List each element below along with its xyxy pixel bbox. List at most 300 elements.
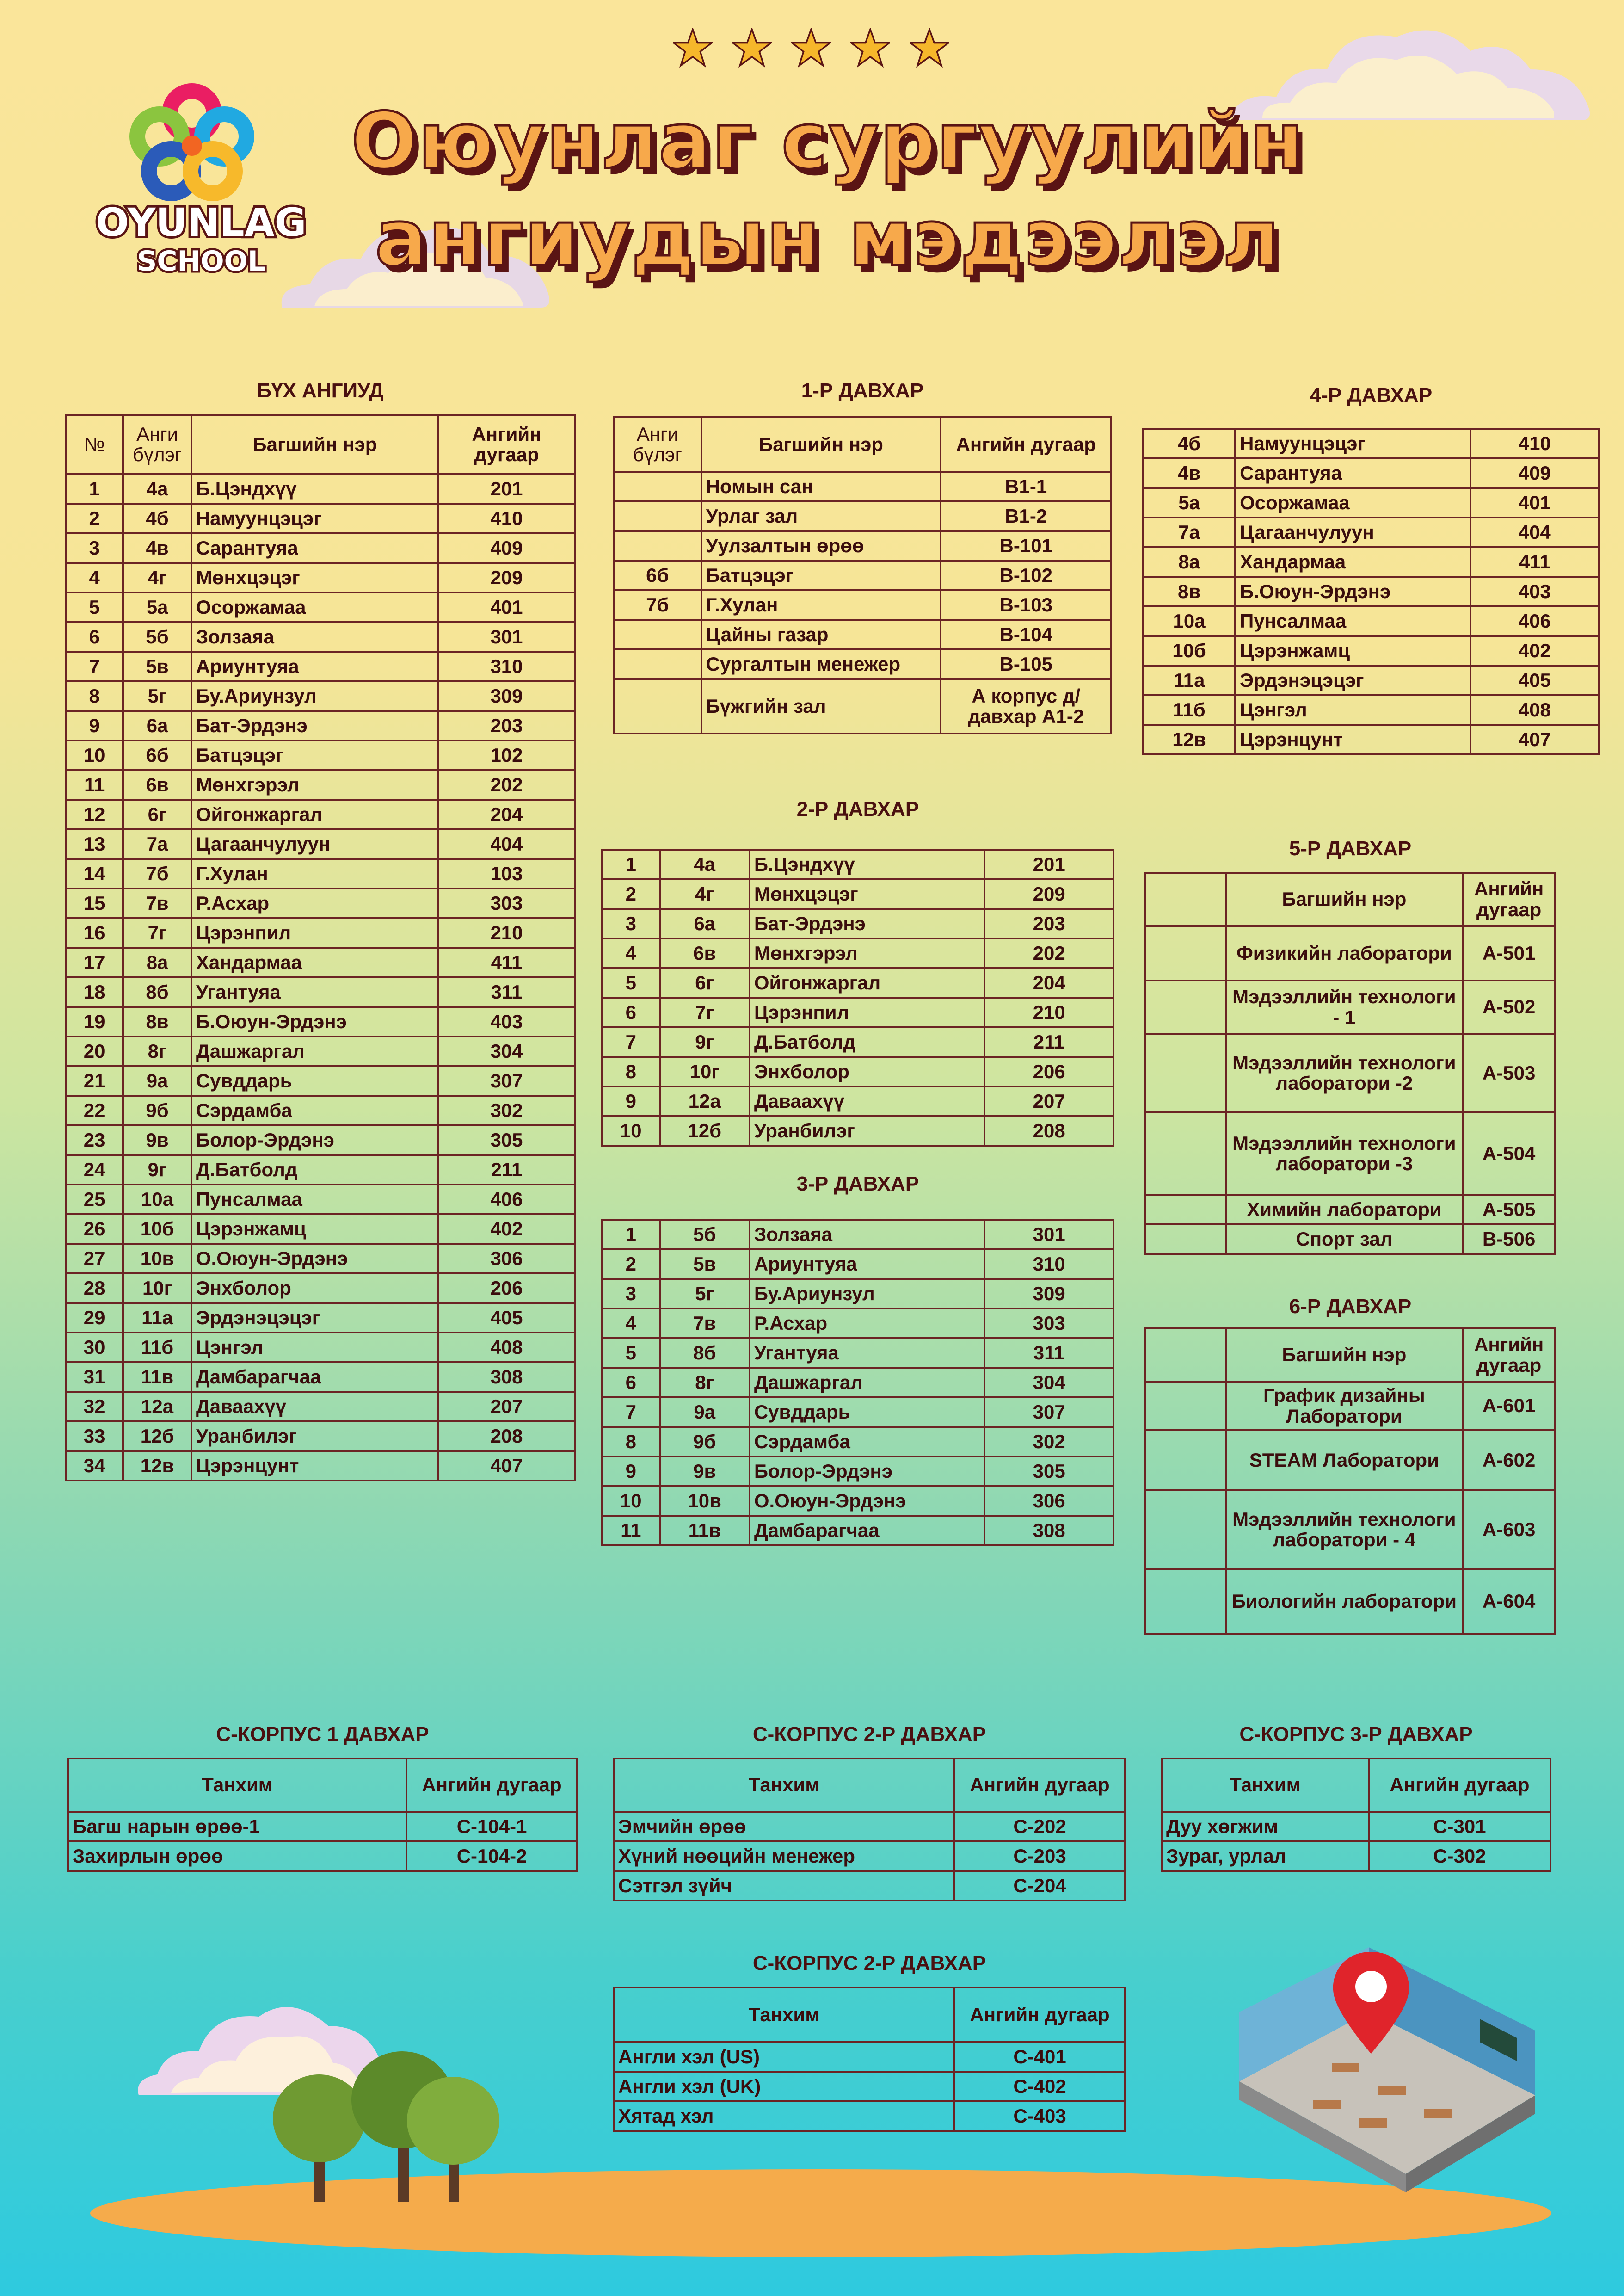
table-row	[1145, 1382, 1555, 1430]
table-cell: 25	[66, 1185, 123, 1214]
table-row	[1143, 725, 1599, 754]
table-row	[1143, 547, 1599, 577]
table-row	[1143, 458, 1599, 488]
table-cell: 4б	[1143, 429, 1235, 458]
table-cell: C-302	[1369, 1841, 1550, 1871]
table-cell: 6б	[614, 561, 701, 590]
c-block1-table	[67, 1758, 578, 1872]
table-cell: A-505	[1463, 1195, 1555, 1224]
table-cell: 11	[66, 770, 123, 800]
table-cell: Батцэцэг	[701, 561, 941, 590]
table-cell: 308	[984, 1516, 1113, 1545]
table-row	[614, 1871, 1125, 1901]
table-row	[602, 1220, 1113, 1249]
table-row	[1143, 429, 1599, 458]
table-cell: 5	[66, 593, 123, 622]
table-cell: 403	[1470, 577, 1599, 606]
table-cell: 103	[438, 859, 575, 889]
floor5-title: 5-Р ДАВХАР	[1289, 837, 1412, 860]
table-cell: 2	[602, 1249, 660, 1279]
table-row	[614, 2101, 1125, 2131]
table-cell: A-601	[1463, 1382, 1555, 1430]
table-cell: 211	[438, 1155, 575, 1185]
table-cell: A-504	[1463, 1112, 1555, 1195]
table-cell: 4в	[123, 533, 191, 563]
table-cell: 309	[438, 681, 575, 711]
table-cell: Уранбилэг	[750, 1116, 984, 1146]
table-cell: 28	[66, 1273, 123, 1303]
table-cell: 9а	[123, 1066, 191, 1096]
classroom-illustration	[1230, 1943, 1544, 2239]
table-cell: Биологийн лаборатори	[1226, 1569, 1463, 1634]
table-cell: 27	[66, 1244, 123, 1273]
table-cell: Урлаг зал	[701, 501, 941, 531]
table-row	[66, 1451, 575, 1481]
table-row	[1145, 1034, 1555, 1112]
table-cell: Хандармаа	[191, 948, 438, 977]
table-row	[602, 1308, 1113, 1338]
table-cell: Ойгонжаргал	[191, 800, 438, 829]
table-cell: Болор-Эрдэнэ	[191, 1125, 438, 1155]
table-cell: 7а	[123, 829, 191, 859]
table-cell: 15	[66, 889, 123, 918]
floor2-title: 2-Р ДАВХАР	[796, 798, 919, 821]
table-row	[66, 563, 575, 593]
table-row	[66, 1155, 575, 1185]
table-cell: График дизайны Лаборатори	[1226, 1382, 1463, 1430]
table-cell: 12б	[660, 1116, 750, 1146]
table-row	[66, 681, 575, 711]
table-cell: 10в	[660, 1486, 750, 1516]
table-cell: A-502	[1463, 981, 1555, 1034]
table-cell: 405	[1470, 666, 1599, 695]
table-cell: 2	[602, 879, 660, 909]
table-cell: Мөнхцэцэг	[191, 563, 438, 593]
table-cell	[1145, 1430, 1226, 1490]
table-row	[1145, 1224, 1555, 1254]
table-cell: 30	[66, 1333, 123, 1362]
table-row	[614, 531, 1111, 561]
table-cell: Мөнхгэрэл	[191, 770, 438, 800]
table-cell: 303	[438, 889, 575, 918]
table-cell: 4	[66, 563, 123, 593]
table-cell: 201	[438, 474, 575, 504]
table-cell: 301	[984, 1220, 1113, 1249]
table-cell: 10а	[1143, 606, 1235, 636]
col-header-blank	[1145, 1328, 1226, 1382]
table-cell: 8	[602, 1057, 660, 1086]
table-cell: Угантуяа	[750, 1338, 984, 1368]
floor6-table	[1144, 1327, 1556, 1635]
star-icon	[791, 28, 831, 68]
table-cell: 6б	[123, 741, 191, 770]
table-cell: 6	[66, 622, 123, 652]
table-row	[66, 711, 575, 741]
table-cell: 6в	[660, 938, 750, 968]
table-cell: Ойгонжаргал	[750, 968, 984, 998]
table-cell: Эрдэнэцэцэг	[191, 1303, 438, 1333]
table-cell: О.Оюун-Эрдэнэ	[750, 1486, 984, 1516]
table-row	[614, 2042, 1125, 2072]
table-cell: 23	[66, 1125, 123, 1155]
table-cell: 3	[66, 533, 123, 563]
table-cell: 6а	[660, 909, 750, 938]
all-classes-title: БҮХ АНГИУД	[257, 379, 384, 402]
table-row	[66, 829, 575, 859]
table-cell: 22	[66, 1096, 123, 1125]
table-cell: 5в	[123, 652, 191, 681]
table-row	[614, 1812, 1125, 1841]
table-cell: Цэрэнпил	[750, 998, 984, 1027]
table-cell: C-203	[954, 1841, 1125, 1871]
table-cell: Г.Хулан	[701, 590, 941, 620]
table-row	[66, 1333, 575, 1362]
table-cell	[1145, 1490, 1226, 1569]
table-cell: 408	[438, 1333, 575, 1362]
table-cell: 8в	[123, 1007, 191, 1037]
table-cell: 8б	[660, 1338, 750, 1368]
table-cell: 208	[438, 1421, 575, 1451]
table-cell: 7	[66, 652, 123, 681]
table-cell: 311	[984, 1338, 1113, 1368]
col-header-room: Ангийн дугаар	[438, 415, 575, 474]
table-cell: Д.Батболд	[191, 1155, 438, 1185]
table-cell	[614, 679, 701, 734]
table-cell: 210	[984, 998, 1113, 1027]
logo-text-school: SCHOOL	[137, 245, 265, 278]
table-cell: 11б	[1143, 695, 1235, 725]
table-cell: 4б	[123, 504, 191, 533]
floor1-table	[613, 416, 1112, 734]
col-header-teacher: Багшийн нэр	[1226, 873, 1463, 926]
table-row	[66, 1303, 575, 1333]
table-cell: C-104-2	[406, 1841, 577, 1871]
floor4-table	[1142, 428, 1600, 755]
table-row	[66, 741, 575, 770]
table-row	[1145, 1430, 1555, 1490]
table-cell: 405	[438, 1303, 575, 1333]
table-cell: 208	[984, 1116, 1113, 1146]
table-cell: 4	[602, 938, 660, 968]
table-cell: Дуу хөгжим	[1162, 1812, 1369, 1841]
table-cell: Захирлын өрөө	[68, 1841, 406, 1871]
table-cell: 1	[602, 850, 660, 879]
table-cell: 32	[66, 1392, 123, 1421]
table-cell: 4в	[1143, 458, 1235, 488]
table-cell: Цагаанчулуун	[191, 829, 438, 859]
table-row	[602, 1057, 1113, 1086]
table-cell: Дамбарагчаа	[191, 1362, 438, 1392]
table-cell: Цэнгэл	[191, 1333, 438, 1362]
table-cell: 8г	[660, 1368, 750, 1397]
col-header-teacher: Багшийн нэр	[701, 417, 941, 472]
table-row	[602, 1368, 1113, 1397]
table-cell: Ариунтуяа	[191, 652, 438, 681]
table-cell: C-202	[954, 1812, 1125, 1841]
table-cell: B-104	[941, 620, 1111, 649]
table-row	[66, 770, 575, 800]
table-row	[66, 622, 575, 652]
table-cell	[1145, 981, 1226, 1034]
table-cell: 11а	[1143, 666, 1235, 695]
table-cell: 10	[602, 1116, 660, 1146]
table-row	[602, 1027, 1113, 1057]
table-cell: 9	[602, 1457, 660, 1486]
table-row	[614, 649, 1111, 679]
table-cell: 10а	[123, 1185, 191, 1214]
table-cell: 11б	[123, 1333, 191, 1362]
table-cell: 7б	[123, 859, 191, 889]
table-cell: 34	[66, 1451, 123, 1481]
table-cell: Болор-Эрдэнэ	[750, 1457, 984, 1486]
table-cell: 4г	[123, 563, 191, 593]
table-cell	[1145, 926, 1226, 981]
table-cell: Мэдээллийн технологи лаборатори -3	[1226, 1112, 1463, 1195]
page-title	[342, 93, 1313, 287]
table-cell: 9г	[660, 1027, 750, 1057]
c-block4-title: С-КОРПУС 2-Р ДАВХАР	[752, 1952, 986, 1975]
table-cell: B-506	[1463, 1224, 1555, 1254]
table-cell: Энхболор	[191, 1273, 438, 1303]
table-cell: 33	[66, 1421, 123, 1451]
table-row	[602, 1457, 1113, 1486]
table-cell: 410	[1470, 429, 1599, 458]
table-cell: A-604	[1463, 1569, 1555, 1634]
c-block4-table	[613, 1987, 1126, 2132]
col-header-teacher: Багшийн нэр	[1226, 1328, 1463, 1382]
table-cell: 311	[438, 977, 575, 1007]
table-cell	[614, 620, 701, 649]
table-cell: 401	[438, 593, 575, 622]
table-row	[602, 1397, 1113, 1427]
table-cell: 5	[602, 968, 660, 998]
table-cell: 305	[984, 1457, 1113, 1486]
table-cell: 6г	[123, 800, 191, 829]
table-row	[614, 620, 1111, 649]
table-cell: 9г	[123, 1155, 191, 1185]
table-cell: C-402	[954, 2072, 1125, 2101]
table-cell: Цэрэнжамц	[191, 1214, 438, 1244]
table-row	[66, 1392, 575, 1421]
table-cell: 6г	[660, 968, 750, 998]
table-cell: Сувддарь	[750, 1397, 984, 1427]
table-cell: 410	[438, 504, 575, 533]
table-cell: 209	[984, 879, 1113, 909]
table-cell: 305	[438, 1125, 575, 1155]
table-row	[1143, 518, 1599, 547]
table-cell: Цайны газар	[701, 620, 941, 649]
table-cell: Англи хэл (UK)	[614, 2072, 954, 2101]
c-block3-table	[1161, 1758, 1551, 1872]
table-cell: 7	[602, 1397, 660, 1427]
table-row	[1143, 488, 1599, 518]
table-row	[66, 977, 575, 1007]
floor2-table	[601, 849, 1114, 1147]
table-cell: 17	[66, 948, 123, 977]
table-row	[602, 1338, 1113, 1368]
table-row	[66, 948, 575, 977]
table-cell: 210	[438, 918, 575, 948]
table-row	[66, 652, 575, 681]
table-cell: C-301	[1369, 1812, 1550, 1841]
table-cell	[614, 649, 701, 679]
star-icon	[732, 28, 772, 68]
table-cell: 306	[438, 1244, 575, 1273]
table-cell: Бу.Ариунзул	[191, 681, 438, 711]
table-cell: 411	[438, 948, 575, 977]
table-cell: Б.Оюун-Эрдэнэ	[191, 1007, 438, 1037]
table-cell: Намуунцэцэг	[191, 504, 438, 533]
table-cell: 308	[438, 1362, 575, 1392]
table-cell: 26	[66, 1214, 123, 1244]
table-cell: 203	[438, 711, 575, 741]
table-cell: Англи хэл (US)	[614, 2042, 954, 2072]
table-cell: 206	[984, 1057, 1113, 1086]
table-cell: 306	[984, 1486, 1113, 1516]
c-block2-title: С-КОРПУС 2-Р ДАВХАР	[752, 1723, 986, 1746]
table-cell: Цэрэнпил	[191, 918, 438, 948]
col-header-blank	[1145, 873, 1226, 926]
table-cell: Бат-Эрдэнэ	[750, 909, 984, 938]
table-cell: 4	[602, 1308, 660, 1338]
table-row	[66, 474, 575, 504]
page-title-line1: Оюунлаг сургуулийн	[351, 96, 1304, 186]
table-cell: A-603	[1463, 1490, 1555, 1569]
table-cell: Хятад хэл	[614, 2101, 954, 2131]
table-cell	[1145, 1224, 1226, 1254]
table-cell: 9б	[123, 1096, 191, 1125]
table-cell: 6	[602, 1368, 660, 1397]
col-header-room: Ангийн дугаар	[954, 1987, 1125, 2042]
table-cell: B-101	[941, 531, 1111, 561]
star-icon	[673, 28, 713, 68]
table-row	[1145, 926, 1555, 981]
table-cell: 406	[438, 1185, 575, 1214]
table-cell: 24	[66, 1155, 123, 1185]
table-cell: 10г	[660, 1057, 750, 1086]
table-row	[614, 501, 1111, 531]
table-cell: 207	[438, 1392, 575, 1421]
c-block3-title: С-КОРПУС 3-Р ДАВХАР	[1239, 1723, 1473, 1746]
table-cell: Сарантуяа	[1235, 458, 1470, 488]
table-cell: Цэнгэл	[1235, 695, 1470, 725]
col-header-room-name: Танхим	[68, 1759, 406, 1812]
table-cell: 9в	[660, 1457, 750, 1486]
table-cell: 304	[438, 1037, 575, 1066]
table-cell: 8а	[1143, 547, 1235, 577]
table-row	[1145, 1490, 1555, 1569]
floor5-table	[1144, 872, 1556, 1255]
table-cell: 11в	[660, 1516, 750, 1545]
table-cell: 203	[984, 909, 1113, 938]
table-cell: 5а	[1143, 488, 1235, 518]
table-row	[66, 889, 575, 918]
table-cell: 10б	[123, 1214, 191, 1244]
table-row	[66, 1096, 575, 1125]
table-cell: 7	[602, 1027, 660, 1057]
table-row	[602, 998, 1113, 1027]
table-cell: Р.Асхар	[191, 889, 438, 918]
table-cell: C-204	[954, 1871, 1125, 1901]
table-row	[1145, 1195, 1555, 1224]
table-row	[602, 879, 1113, 909]
table-cell: 407	[438, 1451, 575, 1481]
table-row	[66, 1362, 575, 1392]
table-cell: C-403	[954, 2101, 1125, 2131]
table-cell: 7в	[123, 889, 191, 918]
table-cell: B-102	[941, 561, 1111, 590]
table-cell: Б.Оюун-Эрдэнэ	[1235, 577, 1470, 606]
table-cell: Бат-Эрдэнэ	[191, 711, 438, 741]
table-row	[614, 1841, 1125, 1871]
table-cell: Зураг, урлал	[1162, 1841, 1369, 1871]
table-cell: 406	[1470, 606, 1599, 636]
table-cell: 201	[984, 850, 1113, 879]
table-cell: 3	[602, 1279, 660, 1308]
table-cell: 307	[984, 1397, 1113, 1427]
table-cell: Сэтгэл зүйч	[614, 1871, 954, 1901]
col-header-teacher: Багшийн нэр	[191, 415, 438, 474]
table-row	[66, 1037, 575, 1066]
table-row	[66, 1421, 575, 1451]
table-cell: 12а	[660, 1086, 750, 1116]
table-cell: О.Оюун-Эрдэнэ	[191, 1244, 438, 1273]
col-header-room: Ангийн дугаар	[941, 417, 1111, 472]
table-cell: 10г	[123, 1273, 191, 1303]
table-row	[602, 1249, 1113, 1279]
table-cell: 302	[438, 1096, 575, 1125]
logo-text-oyunlag: OYUNLAG	[96, 200, 307, 245]
table-cell: Эмчийн өрөө	[614, 1812, 954, 1841]
table-cell: Дашжаргал	[191, 1037, 438, 1066]
table-cell: A-501	[1463, 926, 1555, 981]
table-cell: 7а	[1143, 518, 1235, 547]
table-cell: B-103	[941, 590, 1111, 620]
table-cell: Батцэцэг	[191, 741, 438, 770]
table-row	[1143, 636, 1599, 666]
table-cell: 4а	[123, 474, 191, 504]
table-cell: Химийн лаборатори	[1226, 1195, 1463, 1224]
table-cell: B1-2	[941, 501, 1111, 531]
table-row	[66, 1185, 575, 1214]
table-cell: 8г	[123, 1037, 191, 1066]
table-cell: 211	[984, 1027, 1113, 1057]
table-cell: 8в	[1143, 577, 1235, 606]
table-cell: Б.Цэндхүү	[191, 474, 438, 504]
table-cell: 5г	[123, 681, 191, 711]
table-row	[68, 1812, 577, 1841]
table-row	[614, 561, 1111, 590]
table-cell: 9	[602, 1086, 660, 1116]
table-cell	[1145, 1195, 1226, 1224]
table-cell: Уранбилэг	[191, 1421, 438, 1451]
col-header-room: Ангийн дугаар	[406, 1759, 577, 1812]
table-cell: 1	[66, 474, 123, 504]
table-row	[1143, 606, 1599, 636]
col-header-room-name: Танхим	[614, 1759, 954, 1812]
table-cell: Энхболор	[750, 1057, 984, 1086]
table-row	[602, 1086, 1113, 1116]
table-cell: 6	[602, 998, 660, 1027]
table-cell	[614, 501, 701, 531]
table-cell: Золзаяа	[191, 622, 438, 652]
table-row	[66, 1125, 575, 1155]
table-cell: 407	[1470, 725, 1599, 754]
table-cell: 10в	[123, 1244, 191, 1273]
table-cell: Сувддарь	[191, 1066, 438, 1096]
table-cell: Даваахүү	[750, 1086, 984, 1116]
col-header-class: Анги бүлэг	[123, 415, 191, 474]
